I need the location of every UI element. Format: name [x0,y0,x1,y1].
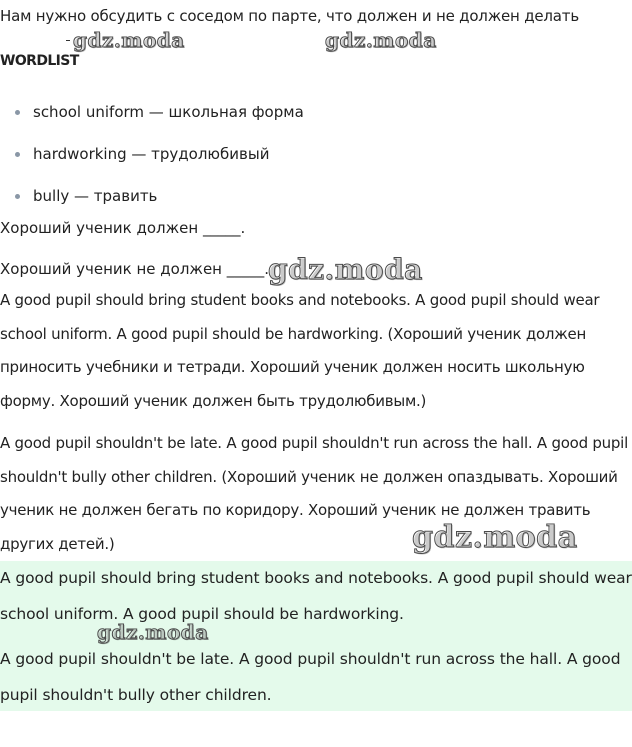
wordlist-heading: WORDLIST [0,53,79,69]
summary-should-not-paragraph: A good pupil shouldn't be late. A good pupil shouldn't run across the hall. A good pupil shouldn't bully other children. [0,650,621,704]
watermark-logo: gdz.moda [268,253,423,286]
watermark-logo: gdz.moda [73,28,185,52]
bullet-icon [15,194,20,199]
wordlist [0,98,304,224]
wordlist-item [0,140,304,182]
summary-box [0,561,632,711]
answer-should-paragraph: A good pupil should bring student books and notebooks. A good pupil should wear school uniform. A good pupil should be hardworking. (Хороший ученик должен приносить учебники и тетради. Хороший ученик должен носить школьную форму. Хороший ученик должен быть трудолюбивым.) [0,291,600,410]
answer-should-not-paragraph: A good pupil shouldn't be late. A good pupil shouldn't run across the hall. A good pupil shouldn't bully other children. (Хороший ученик не должен опаздывать. Хороший ученик не должен бегать по коридору. Хороший ученик не должен травить других детей.) [0,434,629,553]
wordlist-item [0,98,304,140]
wordlist-item-label: school uniform — школьная форма [33,103,304,121]
wordlist-item-label: hardworking — трудолюбивый [33,145,270,163]
summary-should-paragraph: A good pupil should bring student books and notebooks. A good pupil should wear school uniform. A good pupil should be hardworking. [0,569,632,623]
watermark-logo: gdz.moda [412,520,578,555]
watermark-dash [66,40,70,41]
task-should-not: Хороший ученик не должен _____. [0,260,270,278]
watermark-logo: gdz.moda [97,620,209,644]
wordlist-item-label: bully — травить [33,187,158,205]
watermark-logo: gdz.moda [325,28,437,52]
bullet-icon [15,152,20,157]
bullet-icon [15,110,20,115]
task-should: Хороший ученик должен _____. [0,219,246,237]
intro-text: Нам нужно обсудить с соседом по парте, что должен и не должен делать [0,7,579,25]
